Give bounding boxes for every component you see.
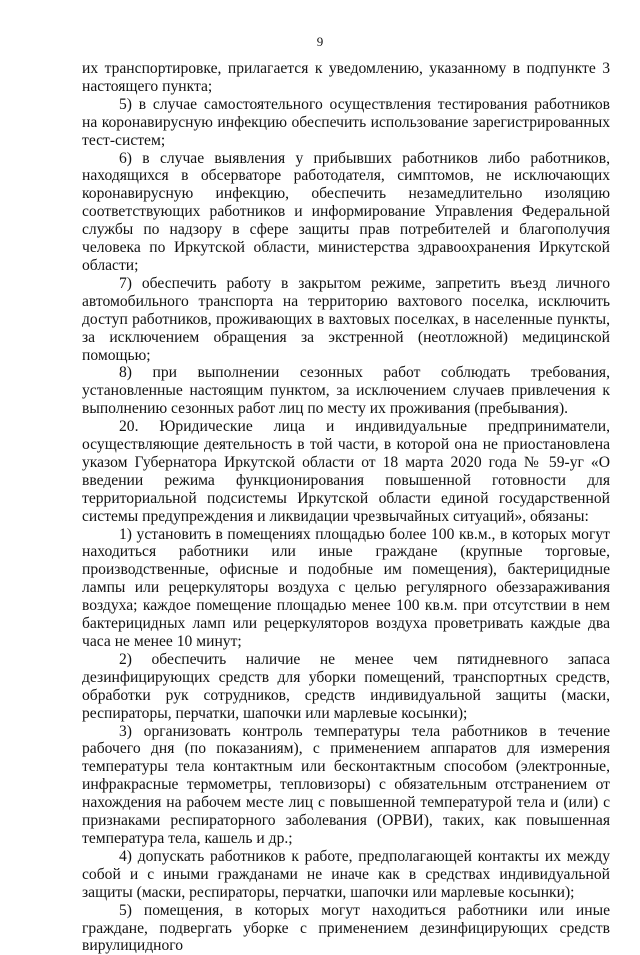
- paragraph-item-8: 8) при выполнении сезонных работ соблюдать требования, установленные настоящим пунктом, за исключением случаев привлечения к выполнению сезонных работ лиц по месту их проживания (пребывания).: [82, 364, 610, 418]
- paragraph-item-6: 6) в случае выявления у прибывших работников либо работников, находящихся в обсерваторе работодателя, симптомов, не исключающих коронавирусную инфекцию, обеспечить незамедлительно изоляцию соответствующих работников и информирование Управления Федеральной службы по надзору в сфере защиты прав потребителей и благополучия человека по Иркутской области, министерства здравоохранения Иркутской области;: [82, 149, 610, 274]
- paragraph-item-4: 4) допускать работников к работе, предполагающей контакты их между собой и с иными гражданами не иначе как в средствах индивидуальной защиты (маски, респираторы, перчатки, шапочки или марлевые косынки);: [82, 847, 610, 901]
- paragraph-item-5: 5) в случае самостоятельного осуществления тестирования работников на коронавирусную инфекцию обеспечить использование зарегистрированных тест-систем;: [82, 95, 610, 149]
- paragraph-clause-20: 20. Юридические лица и индивидуальные предприниматели, осуществляющие деятельность в той части, в которой она не приостановлена указом Губернатора Иркутской области от 18 марта 2020 года № 59-уг «О введении режима функционирования повышенной готовности для территориальной подсистемы Иркутской области единой государственной системы предупреждения и ликвидации чрезвычайных ситуаций», обязаны:: [82, 418, 610, 525]
- document-body: [82, 60, 610, 955]
- paragraph-item-3: 3) организовать контроль температуры тела работников в течение рабочего дня (по показаниям), с применением аппаратов для измерения температуры тела контактным или бесконтактным способом (электронные, инфракрасные термометры, тепловизоры) с обязательным отстранением от нахождения на рабочем месте лиц с повышенной температурой тела и (или) с признаками респираторного заболевания (ОРВИ), таких, как повышенная температура тела, кашель и др.;: [82, 722, 610, 847]
- paragraph-item-1: 1) установить в помещениях площадью более 100 кв.м., в которых могут находиться работники или иные граждане (крупные торговые, производственные, офисные и подобные им помещения), бактерицидные лампы или рецеркуляторы воздуха с целью регулярного обеззараживания воздуха; каждое помещение площадью менее 100 кв.м. при отсутствии в нем бактерицидных ламп или рецеркуляторов воздуха проветривать каждые два часа не менее 10 минут;: [82, 525, 610, 650]
- paragraph-item-2: 2) обеспечить наличие не менее чем пятидневного запаса дезинфицирующих средств для уборки помещений, транспортных средств, обработки рук сотрудников, средств индивидуальной защиты (маски, респираторы, перчатки, шапочки или марлевые косынки);: [82, 650, 610, 722]
- paragraph-item-5-cleaning: 5) помещения, в которых могут находиться работники или иные граждане, подвергать уборке с применением дезинфицирующих средств вирулицидного: [82, 901, 610, 955]
- page-number: 9: [316, 34, 324, 49]
- paragraph-item-7: 7) обеспечить работу в закрытом режиме, запретить въезд личного автомобильного транспорта на территорию вахтового поселка, исключить доступ работников, проживающих в вахтовых поселках, в населенные пункты, за исключением обращения за экстренной (неотложной) медицинской помощью;: [82, 274, 610, 364]
- paragraph-continuation: их транспортировке, прилагается к уведомлению, указанному в подпункте 3 настоящего пункта;: [82, 60, 610, 95]
